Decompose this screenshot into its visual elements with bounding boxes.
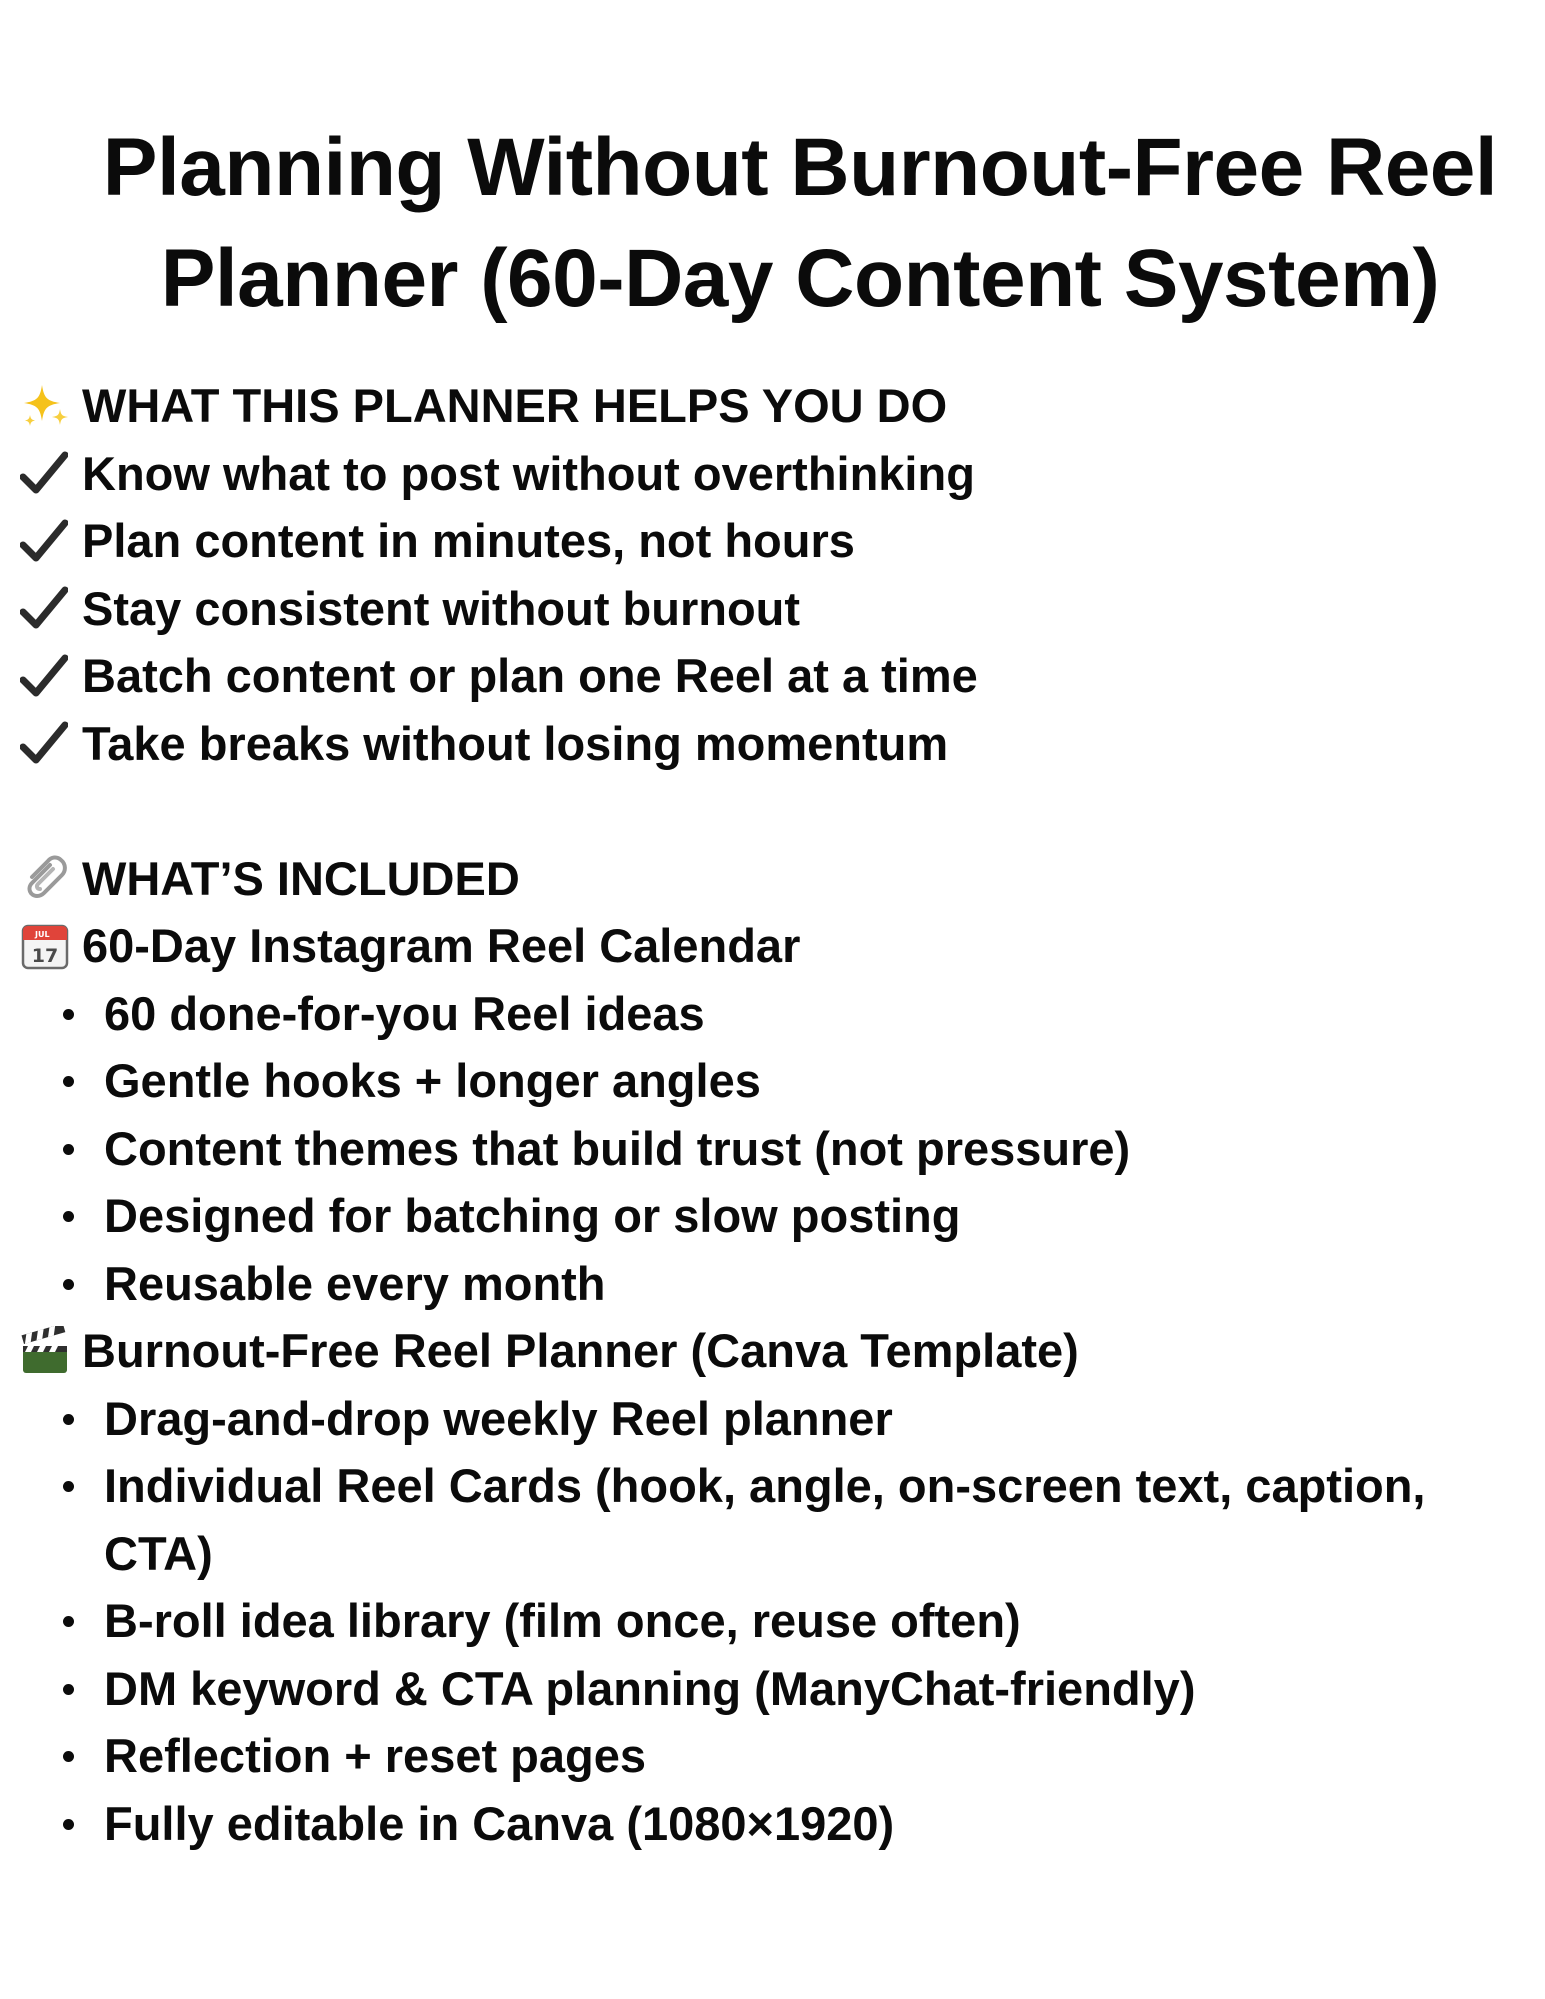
helps-item-text: Know what to post without overthinking xyxy=(82,446,975,500)
planner-bullet xyxy=(20,1722,1535,1790)
helps-heading: WHAT THIS PLANNER HELPS YOU DO xyxy=(82,379,948,433)
calendar-bullet xyxy=(20,1182,1535,1250)
helps-item xyxy=(20,642,1535,710)
content xyxy=(20,372,1535,1857)
planner-subheading: Burnout-Free Reel Planner (Canva Template) xyxy=(82,1324,1079,1378)
calendar-bullet-text: Content themes that build trust (not pressure) xyxy=(104,1121,1131,1175)
calendar-bullet-text: Reusable every month xyxy=(104,1256,606,1310)
planner-bullet-text: Reflection + reset pages xyxy=(104,1729,647,1782)
included-heading: WHAT’S INCLUDED xyxy=(82,851,520,905)
planner-bullet-text: Fully editable in Canva (1080×1920) xyxy=(104,1796,895,1850)
planner-bullet-text: DM keyword & CTA planning (ManyChat-friendly) xyxy=(104,1661,1196,1715)
bullet-dot xyxy=(20,980,104,1048)
calendar-icon-day: 17 xyxy=(31,944,59,967)
paperclip-icon xyxy=(20,853,82,903)
helps-item xyxy=(20,440,1535,508)
helps-item xyxy=(20,575,1535,643)
page-title-line-2: Planner (60-Day Content System) xyxy=(160,233,1440,324)
sparkles-icon xyxy=(20,381,82,431)
helps-item-text: Batch content or plan one Reel at a time xyxy=(82,649,978,703)
calendar-bullet-text: Designed for batching or slow posting xyxy=(104,1189,961,1242)
bullet-dot xyxy=(20,1587,104,1655)
planner-subheading-row xyxy=(20,1317,1535,1385)
helps-item xyxy=(20,710,1535,778)
helps-item-text: Take breaks without losing momentum xyxy=(82,716,949,770)
helps-heading-row xyxy=(20,372,1535,440)
calendar-bullet xyxy=(20,1250,1535,1318)
check-mark-icon xyxy=(20,586,82,630)
bullet-dot xyxy=(20,1115,104,1183)
planner-bullet xyxy=(20,1385,1535,1453)
calendar-icon-month: JUL xyxy=(35,929,50,939)
bullet-dot xyxy=(20,1385,104,1453)
bullet-dot xyxy=(20,1182,104,1250)
bullet-dot xyxy=(20,1655,104,1723)
planner-bullet xyxy=(20,1452,1535,1587)
check-mark-icon xyxy=(20,451,82,495)
helps-item-text: Plan content in minutes, not hours xyxy=(82,514,855,568)
page-title-line-1: Planning Without Burnout-Free Reel xyxy=(102,122,1498,213)
page-title xyxy=(40,112,1545,334)
planner-bullet-text: B-roll idea library (film once, reuse often) xyxy=(104,1594,1021,1647)
included-heading-row xyxy=(20,845,1535,913)
check-mark-icon xyxy=(20,519,82,563)
bullet-dot xyxy=(20,1790,104,1858)
bullet-dot xyxy=(20,1452,104,1520)
calendar-icon xyxy=(20,921,82,971)
planner-bullet xyxy=(20,1587,1535,1655)
bullet-dot xyxy=(20,1047,104,1115)
helps-item xyxy=(20,507,1535,575)
calendar-bullet xyxy=(20,1115,1535,1183)
calendar-bullet xyxy=(20,1047,1535,1115)
planner-bullet xyxy=(20,1790,1535,1858)
section-spacer xyxy=(20,777,1535,845)
calendar-subheading: 60-Day Instagram Reel Calendar xyxy=(82,919,801,973)
calendar-bullet-text: Gentle hooks + longer angles xyxy=(104,1054,761,1107)
clapper-board-icon xyxy=(20,1326,82,1376)
planner-bullet-text: Drag-and-drop weekly Reel planner xyxy=(104,1391,893,1445)
helps-item-text: Stay consistent without burnout xyxy=(82,581,801,635)
bullet-dot xyxy=(20,1722,104,1790)
check-mark-icon xyxy=(20,721,82,765)
calendar-bullet xyxy=(20,980,1535,1048)
planner-bullet xyxy=(20,1655,1535,1723)
planner-bullet-text: Individual Reel Cards (hook, angle, on-screen text, caption, CTA) xyxy=(104,1459,1426,1580)
calendar-bullet-text: 60 done-for-you Reel ideas xyxy=(104,986,705,1040)
check-mark-icon xyxy=(20,654,82,698)
bullet-dot xyxy=(20,1250,104,1318)
calendar-subheading-row xyxy=(20,912,1535,980)
